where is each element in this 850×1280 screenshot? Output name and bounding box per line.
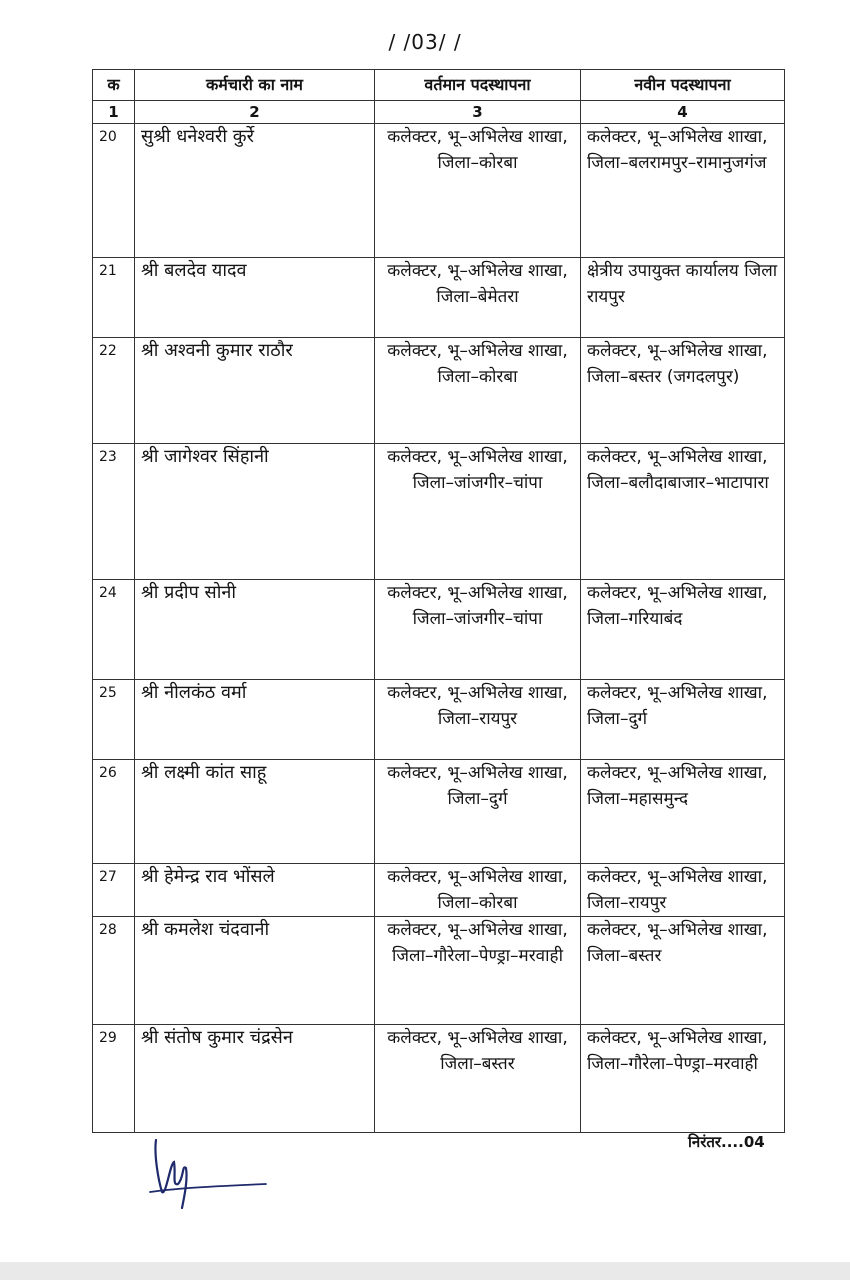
table-row	[93, 124, 785, 258]
row-sn: 24	[93, 580, 135, 680]
column-index: 4	[581, 101, 785, 124]
row-name: सुश्री धनेश्वरी कुर्रे	[135, 124, 375, 258]
row-current-posting: कलेक्टर, भू–अभिलेख शाखा, जिला–जांजगीर–चांपा	[375, 580, 581, 680]
row-new-posting: कलेक्टर, भू–अभिलेख शाखा, जिला–बलरामपुर–रामानुजगंज	[581, 124, 785, 258]
row-new-posting: कलेक्टर, भू–अभिलेख शाखा, जिला–रायपुर	[581, 864, 785, 917]
row-new-posting: कलेक्टर, भू–अभिलेख शाखा, जिला–महासमुन्द	[581, 760, 785, 864]
row-current-posting: कलेक्टर, भू–अभिलेख शाखा, जिला–रायपुर	[375, 680, 581, 760]
row-new-posting: कलेक्टर, भू–अभिलेख शाखा, जिला–बलौदाबाजार–भाटापारा	[581, 444, 785, 580]
row-current-posting: कलेक्टर, भू–अभिलेख शाखा, जिला–गौरेला–पेण्ड्रा–मरवाही	[375, 917, 581, 1025]
row-name: श्री अश्वनी कुमार राठौर	[135, 338, 375, 444]
table-row	[93, 258, 785, 338]
column-index: 1	[93, 101, 135, 124]
row-sn: 22	[93, 338, 135, 444]
row-current-posting: कलेक्टर, भू–अभिलेख शाखा, जिला–जांजगीर–चांपा	[375, 444, 581, 580]
table-row	[93, 760, 785, 864]
column-index-row	[93, 101, 785, 124]
header-name: कर्मचारी का नाम	[135, 70, 375, 101]
row-name: श्री लक्ष्मी कांत साहू	[135, 760, 375, 864]
row-name: श्री हेमेन्द्र राव भोंसले	[135, 864, 375, 917]
transfer-table	[92, 69, 785, 1133]
row-sn: 25	[93, 680, 135, 760]
continued-note: निरंतर....04	[688, 1133, 765, 1151]
row-sn: 23	[93, 444, 135, 580]
row-current-posting: कलेक्टर, भू–अभिलेख शाखा, जिला–बेमेतरा	[375, 258, 581, 338]
row-current-posting: कलेक्टर, भू–अभिलेख शाखा, जिला–कोरबा	[375, 124, 581, 258]
table-row	[93, 864, 785, 917]
row-new-posting: कलेक्टर, भू–अभिलेख शाखा, जिला–बस्तर	[581, 917, 785, 1025]
row-new-posting: कलेक्टर, भू–अभिलेख शाखा, जिला–बस्तर (जगदलपुर)	[581, 338, 785, 444]
signature-icon	[148, 1134, 268, 1214]
row-new-posting: क्षेत्रीय उपायुक्त कार्यालय जिला रायपुर	[581, 258, 785, 338]
row-name: श्री कमलेश चंदवानी	[135, 917, 375, 1025]
column-index: 3	[375, 101, 581, 124]
page-number: / /03/ /	[388, 30, 462, 54]
header-row	[93, 70, 785, 101]
column-index: 2	[135, 101, 375, 124]
table-row	[93, 444, 785, 580]
row-sn: 26	[93, 760, 135, 864]
header-current-posting: वर्तमान पदस्थापना	[375, 70, 581, 101]
row-sn: 29	[93, 1025, 135, 1133]
row-new-posting: कलेक्टर, भू–अभिलेख शाखा, जिला–गौरेला–पेण्ड्रा–मरवाही	[581, 1025, 785, 1133]
row-current-posting: कलेक्टर, भू–अभिलेख शाखा, जिला–कोरबा	[375, 864, 581, 917]
row-current-posting: कलेक्टर, भू–अभिलेख शाखा, जिला–दुर्ग	[375, 760, 581, 864]
table-row	[93, 680, 785, 760]
header-new-posting: नवीन पदस्थापना	[581, 70, 785, 101]
table-row	[93, 917, 785, 1025]
row-name: श्री बलदेव यादव	[135, 258, 375, 338]
row-name: श्री संतोष कुमार चंद्रसेन	[135, 1025, 375, 1133]
table-row	[93, 338, 785, 444]
table-row	[93, 1025, 785, 1133]
row-name: श्री प्रदीप सोनी	[135, 580, 375, 680]
bottom-strip	[0, 1262, 850, 1280]
row-name: श्री जागेश्वर सिंहानी	[135, 444, 375, 580]
row-name: श्री नीलकंठ वर्मा	[135, 680, 375, 760]
row-sn: 27	[93, 864, 135, 917]
row-current-posting: कलेक्टर, भू–अभिलेख शाखा, जिला–कोरबा	[375, 338, 581, 444]
header-sn: क	[93, 70, 135, 101]
row-sn: 28	[93, 917, 135, 1025]
table-row	[93, 580, 785, 680]
row-new-posting: कलेक्टर, भू–अभिलेख शाखा, जिला–गरियाबंद	[581, 580, 785, 680]
row-sn: 21	[93, 258, 135, 338]
row-new-posting: कलेक्टर, भू–अभिलेख शाखा, जिला–दुर्ग	[581, 680, 785, 760]
row-sn: 20	[93, 124, 135, 258]
row-current-posting: कलेक्टर, भू–अभिलेख शाखा, जिला–बस्तर	[375, 1025, 581, 1133]
